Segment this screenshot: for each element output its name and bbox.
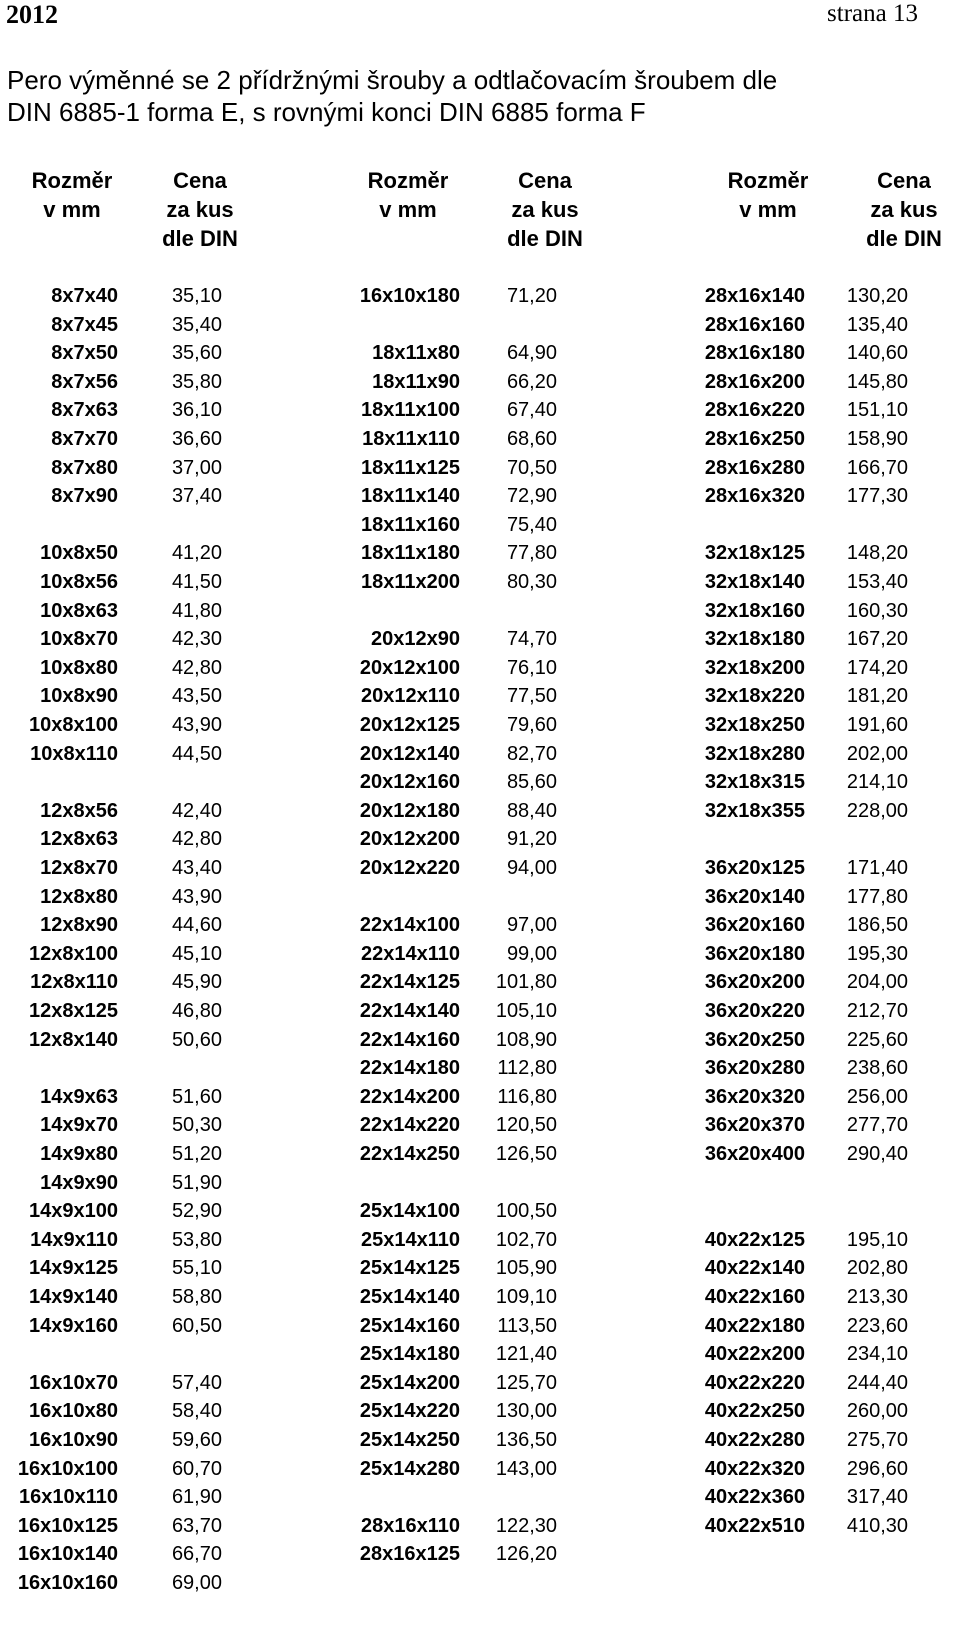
price-cell: 153,40 bbox=[846, 571, 908, 593]
dimension-cell: 18x11x140 bbox=[360, 485, 460, 507]
price-cell: 102,70 bbox=[495, 1229, 557, 1251]
price-cell: 51,90 bbox=[171, 1172, 222, 1194]
price-cell: 140,60 bbox=[846, 342, 908, 364]
dimension-cell: 25x14x180 bbox=[359, 1343, 460, 1365]
price-cell: 50,30 bbox=[171, 1114, 222, 1136]
dimension-cell: 8x7x56 bbox=[51, 371, 118, 393]
price-cell: 43,90 bbox=[171, 714, 222, 736]
title-line-2: DIN 6885-1 forma E, s rovnými konci DIN 6885 forma F bbox=[7, 97, 646, 127]
price-cell: 58,80 bbox=[171, 1286, 222, 1308]
dimension-cell: 25x14x110 bbox=[360, 1229, 460, 1251]
price-cell: 64,90 bbox=[506, 342, 557, 364]
header-dim-unit: v mm bbox=[43, 197, 101, 222]
dimension-cell: 10x8x50 bbox=[40, 542, 118, 564]
price-cell: 97,00 bbox=[506, 914, 557, 936]
dimension-cell: 28x16x280 bbox=[704, 457, 805, 479]
price-cell: 195,10 bbox=[846, 1229, 908, 1251]
dimension-cell: 20x12x140 bbox=[359, 743, 460, 765]
dimension-cell: 25x14x125 bbox=[359, 1257, 460, 1279]
dimension-cell: 20x12x110 bbox=[360, 685, 460, 707]
price-cell: 167,20 bbox=[846, 628, 908, 650]
header-dim-1 bbox=[22, 166, 122, 224]
dimension-cell: 16x10x80 bbox=[29, 1400, 118, 1422]
dimension-cell: 32x18x280 bbox=[704, 743, 805, 765]
price-cell: 160,30 bbox=[846, 600, 908, 622]
price-cell: 74,70 bbox=[506, 628, 557, 650]
dimension-cell: 16x10x140 bbox=[17, 1543, 118, 1565]
price-cell: 63,70 bbox=[171, 1515, 222, 1537]
dimension-cell: 12x8x110 bbox=[30, 971, 118, 993]
page-title bbox=[7, 64, 947, 128]
dimension-cell: 20x12x125 bbox=[359, 714, 460, 736]
price-cell: 120,50 bbox=[495, 1114, 557, 1136]
header-price-1 bbox=[150, 166, 250, 253]
price-cell: 126,50 bbox=[495, 1143, 557, 1165]
price-cell: 66,70 bbox=[171, 1543, 222, 1565]
dimension-cell: 28x16x180 bbox=[704, 342, 805, 364]
dimension-cell: 12x8x125 bbox=[29, 1000, 118, 1022]
dimension-cell: 40x22x160 bbox=[704, 1286, 805, 1308]
dimension-cell: 14x9x125 bbox=[29, 1257, 118, 1279]
dimension-cell: 28x16x200 bbox=[704, 371, 805, 393]
price-cell: 112,80 bbox=[497, 1057, 557, 1079]
dimension-cell: 40x22x360 bbox=[704, 1486, 805, 1508]
dimension-cell: 40x22x125 bbox=[704, 1229, 805, 1251]
page-number: strana 13 bbox=[827, 0, 918, 27]
price-cell: 71,20 bbox=[506, 285, 557, 307]
dimension-cell: 16x10x70 bbox=[29, 1372, 118, 1394]
dimension-cell: 28x16x125 bbox=[359, 1543, 460, 1565]
dimension-cell: 36x20x280 bbox=[704, 1057, 805, 1079]
price-cell: 130,20 bbox=[846, 285, 908, 307]
price-cell: 41,50 bbox=[171, 571, 222, 593]
header-dim-label: Rozměr bbox=[31, 168, 113, 193]
dimension-cell: 32x18x220 bbox=[704, 685, 805, 707]
price-cell: 202,00 bbox=[846, 743, 908, 765]
price-cell: 43,40 bbox=[171, 857, 222, 879]
dimension-cell: 14x9x110 bbox=[30, 1229, 118, 1251]
price-cell: 99,00 bbox=[506, 943, 557, 965]
dimension-cell: 25x14x160 bbox=[359, 1315, 460, 1337]
header-dim-label: Rozměr bbox=[367, 168, 449, 193]
dimension-cell: 32x18x250 bbox=[704, 714, 805, 736]
dimension-cell: 8x7x45 bbox=[51, 314, 118, 336]
dimension-cell: 20x12x180 bbox=[359, 800, 460, 822]
price-cell: 105,10 bbox=[495, 1000, 557, 1022]
price-cell: 145,80 bbox=[846, 371, 908, 393]
header-dim-label: Rozměr bbox=[727, 168, 809, 193]
dimension-cell: 32x18x140 bbox=[704, 571, 805, 593]
price-cell: 136,50 bbox=[495, 1429, 557, 1451]
dimension-cell: 40x22x180 bbox=[704, 1315, 805, 1337]
price-cell: 228,00 bbox=[846, 800, 908, 822]
dimension-cell: 25x14x200 bbox=[359, 1372, 460, 1394]
price-cell: 130,00 bbox=[495, 1400, 557, 1422]
price-cell: 275,70 bbox=[846, 1429, 908, 1451]
dimension-cell: 36x20x180 bbox=[704, 943, 805, 965]
dimension-cell: 10x8x70 bbox=[40, 628, 118, 650]
dimension-cell: 14x9x100 bbox=[29, 1200, 118, 1222]
header-price-norm: dle DIN bbox=[507, 226, 583, 251]
dimension-cell: 32x18x125 bbox=[704, 542, 805, 564]
dimension-cell: 18x11x80 bbox=[372, 342, 460, 364]
dimension-cell: 40x22x220 bbox=[704, 1372, 805, 1394]
price-cell: 61,90 bbox=[171, 1486, 222, 1508]
dimension-cell: 8x7x70 bbox=[51, 428, 118, 450]
price-cell: 41,20 bbox=[171, 542, 222, 564]
dimension-cell: 18x11x200 bbox=[360, 571, 460, 593]
price-cell: 213,30 bbox=[846, 1286, 908, 1308]
dimension-cell: 16x10x100 bbox=[17, 1458, 118, 1480]
price-cell: 277,70 bbox=[846, 1114, 908, 1136]
dimension-cell: 36x20x125 bbox=[704, 857, 805, 879]
price-cell: 44,60 bbox=[171, 914, 222, 936]
price-cell: 94,00 bbox=[506, 857, 557, 879]
dimension-cell: 16x10x125 bbox=[17, 1515, 118, 1537]
price-cell: 296,60 bbox=[846, 1458, 908, 1480]
dimension-cell: 18x11x90 bbox=[372, 371, 460, 393]
price-cell: 113,50 bbox=[497, 1315, 557, 1337]
header-price-norm: dle DIN bbox=[162, 226, 238, 251]
price-cell: 410,30 bbox=[846, 1515, 908, 1537]
header-price-label: Cena bbox=[518, 168, 572, 193]
price-cell: 191,60 bbox=[846, 714, 908, 736]
dimension-cell: 14x9x140 bbox=[29, 1286, 118, 1308]
price-cell: 35,80 bbox=[171, 371, 222, 393]
dimension-cell: 20x12x90 bbox=[371, 628, 460, 650]
dimension-cell: 16x10x90 bbox=[29, 1429, 118, 1451]
dimension-cell: 25x14x100 bbox=[359, 1200, 460, 1222]
price-cell: 91,20 bbox=[506, 828, 557, 850]
dimension-cell: 20x12x100 bbox=[359, 657, 460, 679]
dimension-cell: 12x8x140 bbox=[29, 1029, 118, 1051]
dimension-cell: 28x16x140 bbox=[704, 285, 805, 307]
dimension-cell: 40x22x280 bbox=[704, 1429, 805, 1451]
price-cell: 52,90 bbox=[171, 1200, 222, 1222]
price-cell: 42,80 bbox=[171, 828, 222, 850]
dimension-cell: 8x7x63 bbox=[51, 399, 118, 421]
dimension-cell: 8x7x40 bbox=[51, 285, 118, 307]
price-cell: 122,30 bbox=[495, 1515, 557, 1537]
price-cell: 290,40 bbox=[846, 1143, 908, 1165]
header-dim-2 bbox=[358, 166, 458, 224]
price-cell: 44,50 bbox=[171, 743, 222, 765]
price-cell: 181,20 bbox=[846, 685, 908, 707]
price-cell: 51,60 bbox=[171, 1086, 222, 1108]
dimension-cell: 28x16x160 bbox=[704, 314, 805, 336]
price-cell: 195,30 bbox=[846, 943, 908, 965]
price-cell: 70,50 bbox=[506, 457, 557, 479]
dimension-cell: 28x16x320 bbox=[704, 485, 805, 507]
title-line-1: Pero výměnné se 2 přídržnými šrouby a odtlačovacím šroubem dle bbox=[7, 65, 778, 95]
dimension-cell: 36x20x160 bbox=[704, 914, 805, 936]
dimension-cell: 18x11x125 bbox=[360, 457, 460, 479]
price-cell: 76,10 bbox=[506, 657, 557, 679]
header-price-unit: za kus bbox=[166, 197, 234, 222]
dimension-cell: 20x12x200 bbox=[359, 828, 460, 850]
price-cell: 75,40 bbox=[506, 514, 557, 536]
price-cell: 100,50 bbox=[495, 1200, 557, 1222]
header-dim-unit: v mm bbox=[379, 197, 437, 222]
price-cell: 148,20 bbox=[846, 542, 908, 564]
dimension-cell: 32x18x180 bbox=[704, 628, 805, 650]
price-cell: 35,40 bbox=[171, 314, 222, 336]
price-cell: 50,60 bbox=[171, 1029, 222, 1051]
price-cell: 69,00 bbox=[171, 1572, 222, 1594]
price-cell: 35,10 bbox=[171, 285, 222, 307]
price-cell: 202,80 bbox=[846, 1257, 908, 1279]
dimension-cell: 22x14x110 bbox=[360, 943, 460, 965]
price-cell: 204,00 bbox=[846, 971, 908, 993]
dimension-cell: 12x8x80 bbox=[40, 886, 118, 908]
price-cell: 223,60 bbox=[846, 1315, 908, 1337]
dimension-cell: 25x14x220 bbox=[359, 1400, 460, 1422]
price-cell: 60,70 bbox=[171, 1458, 222, 1480]
price-cell: 72,90 bbox=[506, 485, 557, 507]
dimension-cell: 12x8x63 bbox=[40, 828, 118, 850]
price-cell: 46,80 bbox=[171, 1000, 222, 1022]
price-cell: 177,30 bbox=[846, 485, 908, 507]
dimension-cell: 36x20x370 bbox=[704, 1114, 805, 1136]
dimension-cell: 32x18x160 bbox=[704, 600, 805, 622]
price-cell: 37,40 bbox=[171, 485, 222, 507]
dimension-cell: 25x14x280 bbox=[359, 1458, 460, 1480]
dimension-cell: 25x14x250 bbox=[359, 1429, 460, 1451]
price-cell: 59,60 bbox=[171, 1429, 222, 1451]
dimension-cell: 8x7x80 bbox=[51, 457, 118, 479]
dimension-cell: 8x7x50 bbox=[51, 342, 118, 364]
page-year: 2012 bbox=[6, 0, 58, 29]
dimension-cell: 18x11x100 bbox=[360, 399, 460, 421]
price-cell: 143,00 bbox=[495, 1458, 557, 1480]
dimension-cell: 18x11x160 bbox=[360, 514, 460, 536]
price-cell: 158,90 bbox=[846, 428, 908, 450]
price-cell: 67,40 bbox=[506, 399, 557, 421]
dimension-cell: 14x9x70 bbox=[40, 1114, 118, 1136]
dimension-cell: 20x12x160 bbox=[359, 771, 460, 793]
price-cell: 53,80 bbox=[171, 1229, 222, 1251]
price-cell: 116,80 bbox=[497, 1086, 557, 1108]
dimension-cell: 32x18x355 bbox=[704, 800, 805, 822]
price-cell: 35,60 bbox=[171, 342, 222, 364]
dimension-cell: 22x14x100 bbox=[359, 914, 460, 936]
dimension-cell: 25x14x140 bbox=[359, 1286, 460, 1308]
price-cell: 105,90 bbox=[495, 1257, 557, 1279]
price-cell: 121,40 bbox=[495, 1343, 557, 1365]
price-cell: 77,80 bbox=[506, 542, 557, 564]
price-cell: 82,70 bbox=[506, 743, 557, 765]
price-cell: 41,80 bbox=[171, 600, 222, 622]
price-cell: 135,40 bbox=[846, 314, 908, 336]
price-cell: 58,40 bbox=[171, 1400, 222, 1422]
dimension-cell: 36x20x320 bbox=[704, 1086, 805, 1108]
price-cell: 125,70 bbox=[495, 1372, 557, 1394]
dimension-cell: 40x22x510 bbox=[704, 1515, 805, 1537]
price-cell: 108,90 bbox=[495, 1029, 557, 1051]
dimension-cell: 16x10x180 bbox=[359, 285, 460, 307]
price-cell: 212,70 bbox=[846, 1000, 908, 1022]
price-cell: 225,60 bbox=[846, 1029, 908, 1051]
price-cell: 79,60 bbox=[506, 714, 557, 736]
dimension-cell: 22x14x140 bbox=[359, 1000, 460, 1022]
dimension-cell: 12x8x70 bbox=[40, 857, 118, 879]
price-cell: 68,60 bbox=[506, 428, 557, 450]
header-price-label: Cena bbox=[173, 168, 227, 193]
price-cell: 80,30 bbox=[506, 571, 557, 593]
dimension-cell: 16x10x110 bbox=[18, 1486, 118, 1508]
dimension-cell: 22x14x250 bbox=[359, 1143, 460, 1165]
price-cell: 51,20 bbox=[171, 1143, 222, 1165]
dimension-cell: 22x14x125 bbox=[359, 971, 460, 993]
dimension-cell: 8x7x90 bbox=[51, 485, 118, 507]
dimension-cell: 22x14x200 bbox=[359, 1086, 460, 1108]
dimension-cell: 40x22x140 bbox=[704, 1257, 805, 1279]
dimension-cell: 36x20x220 bbox=[704, 1000, 805, 1022]
price-cell: 57,40 bbox=[171, 1372, 222, 1394]
header-dim-3 bbox=[718, 166, 818, 224]
price-cell: 42,80 bbox=[171, 657, 222, 679]
header-price-unit: za kus bbox=[870, 197, 938, 222]
price-cell: 256,00 bbox=[846, 1086, 908, 1108]
price-cell: 260,00 bbox=[846, 1400, 908, 1422]
dimension-cell: 16x10x160 bbox=[17, 1572, 118, 1594]
header-price-2 bbox=[495, 166, 595, 253]
dimension-cell: 36x20x140 bbox=[704, 886, 805, 908]
dimension-cell: 12x8x100 bbox=[29, 943, 118, 965]
price-cell: 60,50 bbox=[171, 1315, 222, 1337]
price-cell: 109,10 bbox=[495, 1286, 557, 1308]
price-cell: 151,10 bbox=[846, 399, 908, 421]
dimension-cell: 14x9x63 bbox=[40, 1086, 118, 1108]
dimension-cell: 14x9x80 bbox=[40, 1143, 118, 1165]
dimension-cell: 10x8x63 bbox=[40, 600, 118, 622]
dimension-cell: 28x16x250 bbox=[704, 428, 805, 450]
price-cell: 88,40 bbox=[506, 800, 557, 822]
dimension-cell: 40x22x320 bbox=[704, 1458, 805, 1480]
price-cell: 85,60 bbox=[506, 771, 557, 793]
dimension-cell: 28x16x220 bbox=[704, 399, 805, 421]
price-cell: 186,50 bbox=[846, 914, 908, 936]
dimension-cell: 10x8x56 bbox=[40, 571, 118, 593]
dimension-cell: 10x8x110 bbox=[30, 743, 118, 765]
price-cell: 42,30 bbox=[171, 628, 222, 650]
price-cell: 43,50 bbox=[171, 685, 222, 707]
dimension-cell: 12x8x90 bbox=[40, 914, 118, 936]
dimension-cell: 28x16x110 bbox=[360, 1515, 460, 1537]
dimension-cell: 18x11x110 bbox=[362, 428, 460, 450]
price-cell: 126,20 bbox=[495, 1543, 557, 1565]
price-cell: 36,10 bbox=[171, 399, 222, 421]
dimension-cell: 18x11x180 bbox=[360, 542, 460, 564]
price-cell: 37,00 bbox=[171, 457, 222, 479]
dimension-cell: 10x8x80 bbox=[40, 657, 118, 679]
price-cell: 234,10 bbox=[846, 1343, 908, 1365]
price-cell: 43,90 bbox=[171, 886, 222, 908]
price-cell: 101,80 bbox=[495, 971, 557, 993]
dimension-cell: 10x8x100 bbox=[29, 714, 118, 736]
price-cell: 214,10 bbox=[846, 771, 908, 793]
price-cell: 45,10 bbox=[171, 943, 222, 965]
header-price-3 bbox=[854, 166, 954, 253]
price-cell: 171,40 bbox=[846, 857, 908, 879]
price-cell: 36,60 bbox=[171, 428, 222, 450]
header-dim-unit: v mm bbox=[739, 197, 797, 222]
price-cell: 55,10 bbox=[171, 1257, 222, 1279]
header-price-label: Cena bbox=[877, 168, 931, 193]
dimension-cell: 14x9x90 bbox=[40, 1172, 118, 1194]
dimension-cell: 14x9x160 bbox=[29, 1315, 118, 1337]
price-cell: 177,80 bbox=[846, 886, 908, 908]
price-cell: 45,90 bbox=[171, 971, 222, 993]
price-cell: 66,20 bbox=[506, 371, 557, 393]
price-cell: 238,60 bbox=[846, 1057, 908, 1079]
price-cell: 317,40 bbox=[846, 1486, 908, 1508]
dimension-cell: 22x14x160 bbox=[359, 1029, 460, 1051]
price-cell: 174,20 bbox=[846, 657, 908, 679]
dimension-cell: 22x14x220 bbox=[359, 1114, 460, 1136]
price-cell: 166,70 bbox=[846, 457, 908, 479]
price-cell: 42,40 bbox=[171, 800, 222, 822]
dimension-cell: 22x14x180 bbox=[359, 1057, 460, 1079]
price-cell: 244,40 bbox=[846, 1372, 908, 1394]
dimension-cell: 32x18x200 bbox=[704, 657, 805, 679]
price-cell: 77,50 bbox=[506, 685, 557, 707]
dimension-cell: 36x20x250 bbox=[704, 1029, 805, 1051]
header-price-unit: za kus bbox=[511, 197, 579, 222]
dimension-cell: 32x18x315 bbox=[704, 771, 805, 793]
dimension-cell: 40x22x200 bbox=[704, 1343, 805, 1365]
dimension-cell: 20x12x220 bbox=[359, 857, 460, 879]
dimension-cell: 10x8x90 bbox=[40, 685, 118, 707]
dimension-cell: 12x8x56 bbox=[40, 800, 118, 822]
dimension-cell: 36x20x200 bbox=[704, 971, 805, 993]
header-price-norm: dle DIN bbox=[866, 226, 942, 251]
dimension-cell: 40x22x250 bbox=[704, 1400, 805, 1422]
dimension-cell: 36x20x400 bbox=[704, 1143, 805, 1165]
